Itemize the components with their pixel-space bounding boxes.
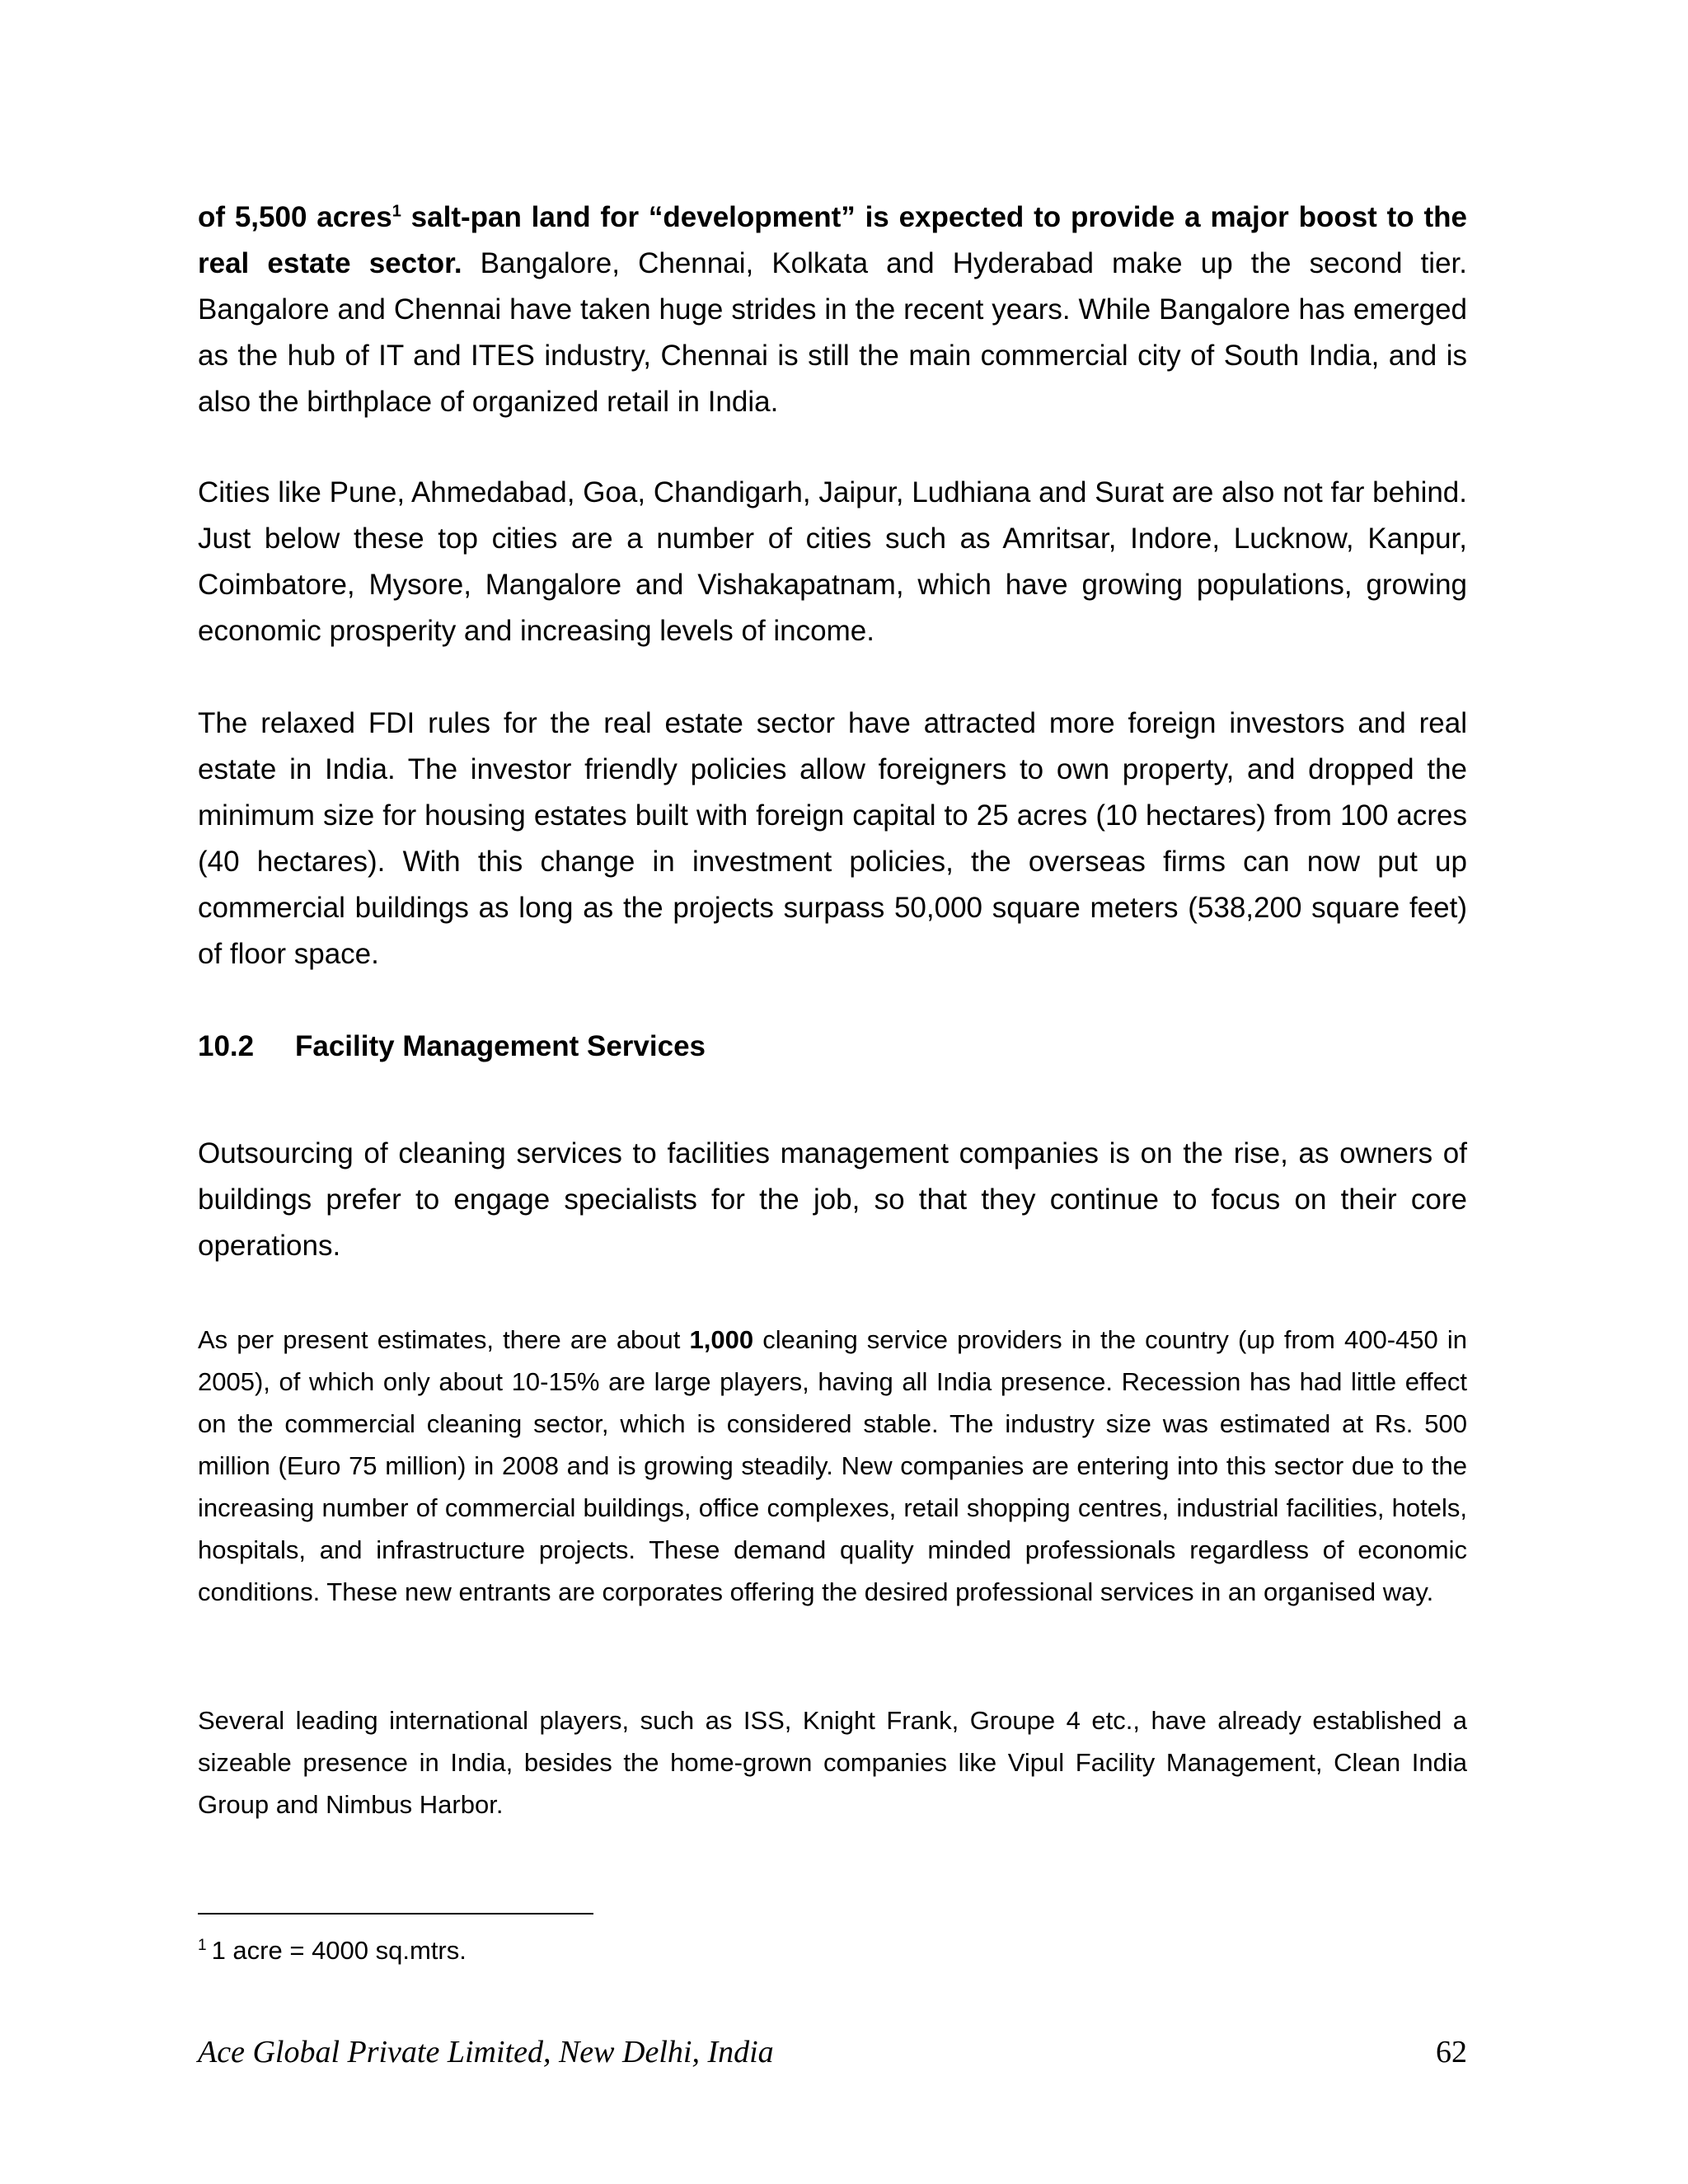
footer-page-number: 62 [1436, 2035, 1467, 2069]
cities-paragraph: Cities like Pune, Ahmedabad, Goa, Chandigarh, Jaipur, Ludhiana and Surat are also not far behind. Just below these top cities are a number of cities such as Amritsar, Indore, Lucknow, Kanpur, Coimbatore, Mysore, Mangalore and Vishakapatnam, which have growing populations, growing economic prosperity and increasing levels of income. [198, 476, 1467, 647]
estimates-after: cleaning service providers in the country (up from 400-450 in 2005), of which only about 10-15% are large players, having all India presence. Recession has had little effect on the commercial cleaning sector, which is considered stable. The industry size was estimated at Rs. 500 million (Euro 75 million) in 2008 and is growing steadily. New companies are entering into this sector due to the increasing number of commercial buildings, office complexes, retail shopping centres, industrial facilities, hotels, hospitals, and infrastructure projects. These demand quality minded professionals regardless of economic conditions. These new entrants are corporates offering the desired professional services in an organised way. [198, 1325, 1468, 1606]
section-number: 10.2 [198, 1030, 255, 1062]
outsourcing-paragraph: Outsourcing of cleaning services to facilities management companies is on the rise, as owners of buildings prefer to engage specialists for the job, so that they continue to focus on their core operations. [198, 1137, 1467, 1262]
intro-bold-lead-1: of 5,500 acres [198, 201, 392, 233]
footnote-marker: 1 [198, 1936, 207, 1954]
section-heading [198, 1024, 706, 1070]
intro-rest: Bangalore, Chennai, Kolkata and Hyderabad make up the second tier. Bangalore and Chennai have taken huge strides in the recent years. While Bangalore has emerged as the hub of IT and ITES industry, Chennai is still the main commercial city of South India, and is also the birthplace of organized retail in India. [198, 247, 1467, 418]
footnote-reference: 1 [392, 202, 401, 221]
footnote [198, 1933, 467, 1969]
footnote-text: 1 acre = 4000 sq.mtrs. [211, 1936, 467, 1965]
players-paragraph: Several leading international players, such as ISS, Knight Frank, Groupe 4 etc., have already established a sizeable presence in India, besides the home-grown companies like Vipul Facility Management, Clean India Group and Nimbus Harbor. [198, 1706, 1467, 1819]
estimates-bold-value: 1,000 [689, 1325, 754, 1354]
section-title: Facility Management Services [295, 1030, 706, 1062]
estimates-paragraph [198, 1319, 1467, 1613]
fdi-paragraph: The relaxed FDI rules for the real estate sector have attracted more foreign investors and real estate in India. The investor friendly policies allow foreigners to own property, and dropped the minimum size for housing estates built with foreign capital to 25 acres (10 hectares) from 100 acres (40 hectares). With this change in investment policies, the overseas firms can now put up commercial buildings as long as the projects surpass 50,000 square meters (538,200 square feet) of floor space. [198, 707, 1467, 970]
estimates-before: As per present estimates, there are about [198, 1325, 690, 1354]
footer-company: Ace Global Private Limited, New Delhi, India [198, 2035, 774, 2069]
intro-bold-lead-2: salt-pan land for “development” is expected to provide a major boost to the real estate sector. [198, 201, 1467, 279]
footnote-divider [198, 1913, 593, 1915]
intro-paragraph [198, 194, 1467, 425]
